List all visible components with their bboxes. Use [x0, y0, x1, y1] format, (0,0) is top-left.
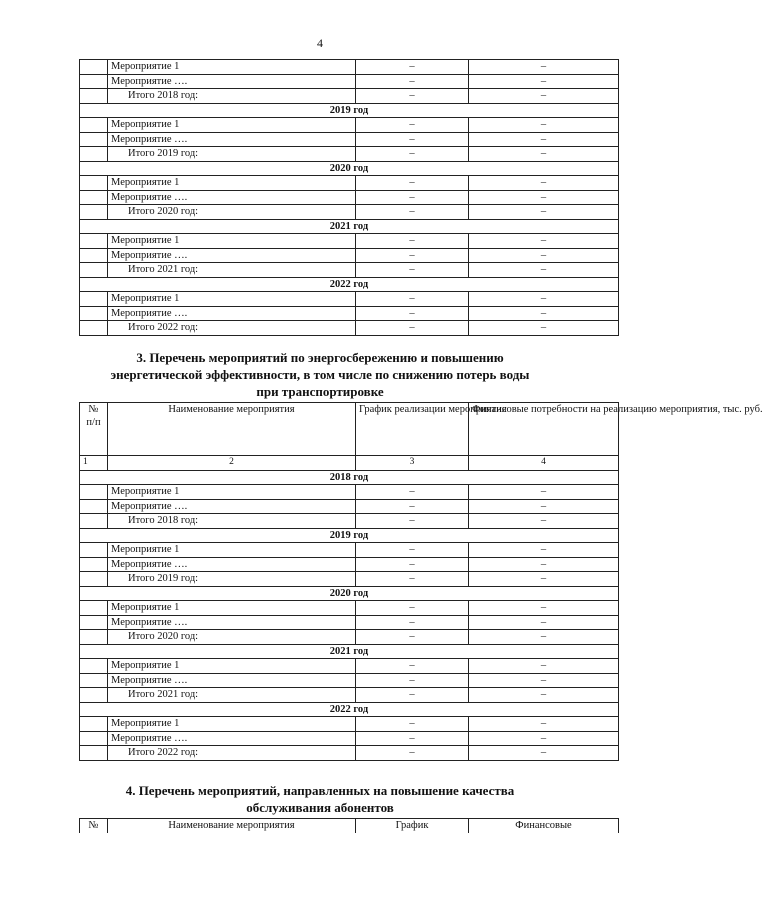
row-number-cell: [80, 248, 108, 263]
finance-cell: –: [469, 147, 619, 162]
finance-cell: –: [469, 514, 619, 529]
finance-cell: –: [469, 557, 619, 572]
row-number-cell: [80, 630, 108, 645]
row-number-cell: [80, 132, 108, 147]
year-heading: 2021 год: [80, 219, 619, 234]
total-label: Итого 2021 год:: [108, 263, 356, 278]
table-row: [80, 132, 619, 147]
schedule-cell: –: [356, 74, 469, 89]
finance-cell: –: [469, 234, 619, 249]
finance-cell: –: [469, 306, 619, 321]
table-row: [80, 176, 619, 191]
table-row: [80, 485, 619, 500]
year-heading: 2021 год: [80, 644, 619, 659]
activity-name: Мероприятие ….: [108, 673, 356, 688]
table-row: [80, 499, 619, 514]
total-row: [80, 746, 619, 761]
activity-name: Мероприятие ….: [108, 74, 356, 89]
activity-name: Мероприятие 1: [108, 717, 356, 732]
total-row: [80, 321, 619, 336]
row-number-cell: [80, 717, 108, 732]
schedule-cell: –: [356, 717, 469, 732]
finance-cell: –: [469, 263, 619, 278]
schedule-cell: –: [356, 321, 469, 336]
table-row: [80, 659, 619, 674]
header-number: № п/п: [80, 403, 108, 456]
row-number-cell: [80, 731, 108, 746]
total-row: [80, 630, 619, 645]
row-number-cell: [80, 306, 108, 321]
schedule-cell: –: [356, 746, 469, 761]
finance-cell: –: [469, 321, 619, 336]
finance-cell: –: [469, 118, 619, 133]
activity-name: Мероприятие ….: [108, 499, 356, 514]
schedule-cell: –: [356, 306, 469, 321]
schedule-cell: –: [356, 89, 469, 104]
finance-cell: –: [469, 74, 619, 89]
table-row: [80, 717, 619, 732]
year-row: [80, 470, 619, 485]
row-number-cell: [80, 688, 108, 703]
table-row: [80, 306, 619, 321]
schedule-cell: –: [356, 601, 469, 616]
table-row: [80, 557, 619, 572]
finance-cell: –: [469, 205, 619, 220]
year-row: [80, 644, 619, 659]
table-row: [80, 118, 619, 133]
schedule-cell: –: [356, 132, 469, 147]
column-index: 4: [469, 456, 619, 471]
row-number-cell: [80, 89, 108, 104]
row-number-cell: [80, 234, 108, 249]
finance-cell: –: [469, 292, 619, 307]
finance-cell: –: [469, 543, 619, 558]
column-index: 2: [108, 456, 356, 471]
schedule-cell: –: [356, 190, 469, 205]
year-row: [80, 586, 619, 601]
section-3-title-line: 3. Перечень мероприятий по энергосбережению и повышению: [136, 350, 504, 365]
finance-cell: –: [469, 572, 619, 587]
row-number-cell: [80, 659, 108, 674]
row-number-cell: [80, 615, 108, 630]
activity-name: Мероприятие ….: [108, 132, 356, 147]
row-number-cell: [80, 557, 108, 572]
finance-cell: –: [469, 248, 619, 263]
row-number-cell: [80, 601, 108, 616]
activity-name: Мероприятие 1: [108, 118, 356, 133]
table-header-row: [80, 819, 619, 833]
table-row: [80, 248, 619, 263]
total-row: [80, 572, 619, 587]
year-row: [80, 702, 619, 717]
activity-name: Мероприятие 1: [108, 659, 356, 674]
year-heading: 2019 год: [80, 103, 619, 118]
row-number-cell: [80, 485, 108, 500]
section-3-title: [0, 349, 640, 400]
row-number-cell: [80, 118, 108, 133]
finance-cell: –: [469, 731, 619, 746]
schedule-cell: –: [356, 292, 469, 307]
table-row: [80, 190, 619, 205]
total-row: [80, 89, 619, 104]
header-schedule: График: [356, 819, 469, 833]
row-number-cell: [80, 499, 108, 514]
finance-cell: –: [469, 499, 619, 514]
header-schedule: График реализации мероприятия: [356, 403, 469, 456]
schedule-cell: –: [356, 248, 469, 263]
table-row: [80, 292, 619, 307]
section-4-title-line: обслуживания абонентов: [246, 800, 394, 815]
year-row: [80, 277, 619, 292]
section-3-title-line: энергетической эффективности, в том числе по снижению потерь воды: [110, 367, 530, 382]
table-row: [80, 731, 619, 746]
year-row: [80, 103, 619, 118]
finance-cell: –: [469, 485, 619, 500]
page-number: 4: [317, 36, 323, 50]
row-number-cell: [80, 74, 108, 89]
finance-cell: –: [469, 89, 619, 104]
row-number-cell: [80, 746, 108, 761]
activity-name: Мероприятие ….: [108, 557, 356, 572]
activity-name: Мероприятие 1: [108, 292, 356, 307]
table-row: [80, 234, 619, 249]
schedule-cell: –: [356, 499, 469, 514]
total-row: [80, 147, 619, 162]
table-row: [80, 601, 619, 616]
section-4-title-line: 4. Перечень мероприятий, направленных на повышение качества: [125, 783, 515, 798]
schedule-cell: –: [356, 630, 469, 645]
activity-name: Мероприятие ….: [108, 190, 356, 205]
column-index: 3: [356, 456, 469, 471]
activity-name: Мероприятие 1: [108, 485, 356, 500]
row-number-cell: [80, 60, 108, 75]
row-number-cell: [80, 263, 108, 278]
schedule-cell: –: [356, 615, 469, 630]
year-row: [80, 161, 619, 176]
row-number-cell: [80, 543, 108, 558]
schedule-cell: –: [356, 543, 469, 558]
year-heading: 2022 год: [80, 702, 619, 717]
finance-cell: –: [469, 190, 619, 205]
row-number-cell: [80, 514, 108, 529]
table-row: [80, 615, 619, 630]
column-index-row: [80, 456, 619, 471]
header-number: №: [80, 819, 108, 833]
table-header-row: [80, 403, 619, 456]
total-row: [80, 205, 619, 220]
total-label: Итого 2022 год:: [108, 321, 356, 336]
activity-name: Мероприятие 1: [108, 543, 356, 558]
total-row: [80, 688, 619, 703]
total-row: [80, 514, 619, 529]
total-label: Итого 2020 год:: [108, 630, 356, 645]
row-number-cell: [80, 176, 108, 191]
total-label: Итого 2018 год:: [108, 514, 356, 529]
activity-name: Мероприятие ….: [108, 731, 356, 746]
energy-saving-table: [79, 402, 763, 761]
row-number-cell: [80, 673, 108, 688]
total-label: Итого 2018 год:: [108, 89, 356, 104]
year-heading: 2020 год: [80, 161, 619, 176]
row-number-cell: [80, 321, 108, 336]
schedule-cell: –: [356, 557, 469, 572]
header-name: Наименование мероприятия: [108, 819, 356, 833]
activity-name: Мероприятие ….: [108, 306, 356, 321]
schedule-cell: –: [356, 60, 469, 75]
section-4-title: [0, 782, 640, 816]
finance-cell: –: [469, 746, 619, 761]
plan-table-continued: [79, 59, 619, 336]
finance-cell: –: [469, 176, 619, 191]
year-heading: 2018 год: [80, 470, 619, 485]
schedule-cell: –: [356, 234, 469, 249]
finance-cell: –: [469, 630, 619, 645]
table-row: [80, 74, 619, 89]
table-row: [80, 543, 619, 558]
schedule-cell: –: [356, 673, 469, 688]
finance-cell: –: [469, 659, 619, 674]
row-number-cell: [80, 572, 108, 587]
activity-name: Мероприятие 1: [108, 176, 356, 191]
finance-cell: –: [469, 615, 619, 630]
header-name: Наименование мероприятия: [108, 403, 356, 456]
table-row: [80, 673, 619, 688]
year-heading: 2022 год: [80, 277, 619, 292]
activity-name: Мероприятие 1: [108, 601, 356, 616]
row-number-cell: [80, 190, 108, 205]
total-label: Итого 2019 год:: [108, 572, 356, 587]
activity-name: Мероприятие ….: [108, 248, 356, 263]
column-index: 1: [80, 456, 108, 471]
year-row: [80, 219, 619, 234]
schedule-cell: –: [356, 659, 469, 674]
header-finance: Финансовые: [469, 819, 619, 833]
total-row: [80, 263, 619, 278]
row-number-cell: [80, 292, 108, 307]
finance-cell: –: [469, 717, 619, 732]
schedule-cell: –: [356, 118, 469, 133]
finance-cell: –: [469, 132, 619, 147]
finance-cell: –: [469, 688, 619, 703]
schedule-cell: –: [356, 731, 469, 746]
total-label: Итого 2022 год:: [108, 746, 356, 761]
activity-name: Мероприятие ….: [108, 615, 356, 630]
year-row: [80, 528, 619, 543]
row-number-cell: [80, 205, 108, 220]
activity-name: Мероприятие 1: [108, 234, 356, 249]
finance-cell: –: [469, 60, 619, 75]
schedule-cell: –: [356, 263, 469, 278]
schedule-cell: –: [356, 688, 469, 703]
total-label: Итого 2021 год:: [108, 688, 356, 703]
section-3-title-line: при транспортировке: [256, 384, 384, 399]
finance-cell: –: [469, 673, 619, 688]
schedule-cell: –: [356, 572, 469, 587]
schedule-cell: –: [356, 176, 469, 191]
schedule-cell: –: [356, 147, 469, 162]
total-label: Итого 2020 год:: [108, 205, 356, 220]
schedule-cell: –: [356, 485, 469, 500]
year-heading: 2019 год: [80, 528, 619, 543]
activity-name: Мероприятие 1: [108, 60, 356, 75]
finance-cell: –: [469, 601, 619, 616]
table-row: [80, 60, 619, 75]
schedule-cell: –: [356, 514, 469, 529]
header-finance: Финансовые потребности на реализацию мероприятия, тыс. руб.: [469, 403, 619, 456]
service-quality-table: [79, 818, 619, 833]
year-heading: 2020 год: [80, 586, 619, 601]
total-label: Итого 2019 год:: [108, 147, 356, 162]
row-number-cell: [80, 147, 108, 162]
schedule-cell: –: [356, 205, 469, 220]
